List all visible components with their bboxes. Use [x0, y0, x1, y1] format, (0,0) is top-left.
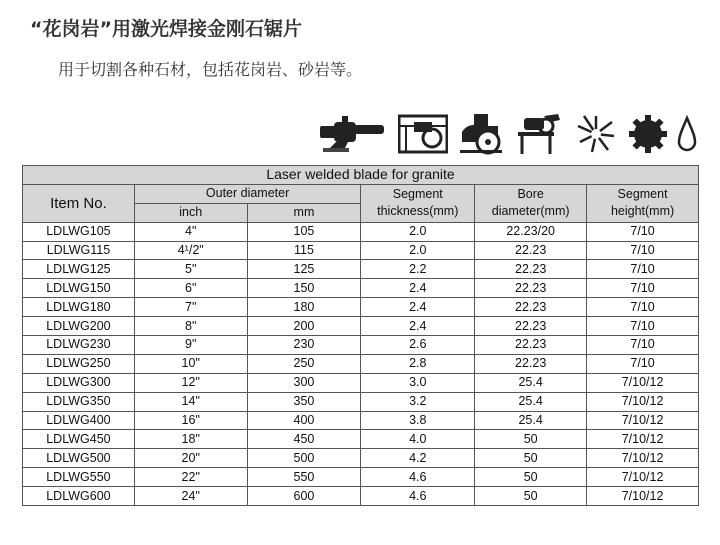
cell-inch: 16" [134, 411, 247, 430]
cell-segment-thickness: 3.8 [361, 411, 475, 430]
cell-mm: 230 [247, 336, 361, 355]
table-caption: Laser welded blade for granite [23, 166, 699, 185]
cell-inch: 12" [134, 373, 247, 392]
water-drop-icon [676, 112, 698, 156]
cell-segment-height: 7/10/12 [587, 392, 699, 411]
cell-inch: 7" [134, 298, 247, 317]
cell-bore-diameter: 22.23/20 [475, 222, 587, 241]
cell-segment-height: 7/10/12 [587, 487, 699, 506]
cell-segment-thickness: 4.6 [361, 468, 475, 487]
cell-segment-height: 7/10/12 [587, 468, 699, 487]
cell-segment-height: 7/10/12 [587, 430, 699, 449]
cell-inch: 6" [134, 279, 247, 298]
header-segment-thickness [361, 184, 475, 222]
table-row [23, 354, 699, 373]
cell-inch: 9" [134, 336, 247, 355]
cell-item-no: LDLWG115 [23, 241, 135, 260]
cell-segment-thickness: 3.0 [361, 373, 475, 392]
cell-segment-thickness: 2.4 [361, 298, 475, 317]
table-row [23, 487, 699, 506]
cell-item-no: LDLWG450 [23, 430, 135, 449]
cell-mm: 150 [247, 279, 361, 298]
cell-mm: 350 [247, 392, 361, 411]
table-row [23, 392, 699, 411]
table-row [23, 468, 699, 487]
cell-segment-height: 7/10 [587, 336, 699, 355]
bench-saw-icon [514, 112, 562, 156]
cell-segment-thickness: 3.2 [361, 392, 475, 411]
cell-bore-diameter: 25.4 [475, 392, 587, 411]
cell-segment-height: 7/10 [587, 260, 699, 279]
cell-segment-thickness: 2.0 [361, 222, 475, 241]
header-outer-diameter: Outer diameter [134, 184, 360, 203]
header-segment-height-line1: Segment [617, 187, 668, 202]
cell-segment-thickness: 4.6 [361, 487, 475, 506]
cell-inch: 20" [134, 449, 247, 468]
spec-table [22, 165, 699, 506]
cell-item-no: LDLWG500 [23, 449, 135, 468]
cell-item-no: LDLWG400 [23, 411, 135, 430]
cell-segment-height: 7/10 [587, 317, 699, 336]
cell-inch: 4" [134, 222, 247, 241]
header-segment-height [587, 184, 699, 222]
cell-segment-height: 7/10 [587, 279, 699, 298]
cell-item-no: LDLWG125 [23, 260, 135, 279]
header-mm: mm [247, 203, 361, 222]
table-row [23, 317, 699, 336]
cell-bore-diameter: 22.23 [475, 241, 587, 260]
table-row [23, 279, 699, 298]
dry-cutting-spark-icon [574, 112, 618, 156]
cell-mm: 115 [247, 241, 361, 260]
header-bore-line2: diameter(mm) [491, 204, 570, 219]
table-row [23, 298, 699, 317]
cell-inch: 18" [134, 430, 247, 449]
cell-segment-thickness: 4.0 [361, 430, 475, 449]
angle-grinder-icon [318, 112, 388, 156]
cell-segment-height: 7/10 [587, 354, 699, 373]
cell-mm: 180 [247, 298, 361, 317]
header-segment-height-line2: height(mm) [610, 204, 675, 219]
cell-item-no: LDLWG600 [23, 487, 135, 506]
header-inch: inch [134, 203, 247, 222]
cell-mm: 200 [247, 317, 361, 336]
header-bore-line1: Bore [517, 187, 544, 202]
cell-bore-diameter: 22.23 [475, 354, 587, 373]
table-row [23, 430, 699, 449]
cell-item-no: LDLWG200 [23, 317, 135, 336]
cell-bore-diameter: 25.4 [475, 373, 587, 392]
cell-item-no: LDLWG180 [23, 298, 135, 317]
cell-segment-thickness: 2.0 [361, 241, 475, 260]
cell-item-no: LDLWG550 [23, 468, 135, 487]
cell-inch: 10" [134, 354, 247, 373]
header-segment-thickness-line1: Segment [392, 187, 443, 202]
cell-segment-thickness: 2.8 [361, 354, 475, 373]
cell-mm: 600 [247, 487, 361, 506]
cell-segment-thickness: 2.6 [361, 336, 475, 355]
cell-mm: 550 [247, 468, 361, 487]
cell-bore-diameter: 22.23 [475, 317, 587, 336]
table-row [23, 411, 699, 430]
table-row [23, 373, 699, 392]
cell-inch: 8" [134, 317, 247, 336]
table-row [23, 336, 699, 355]
cell-inch: 4¹/2" [134, 241, 247, 260]
wall-saw-icon [398, 112, 448, 156]
cell-item-no: LDLWG230 [23, 336, 135, 355]
cell-segment-height: 7/10/12 [587, 411, 699, 430]
table-row [23, 449, 699, 468]
cell-item-no: LDLWG300 [23, 373, 135, 392]
table-row [23, 222, 699, 241]
cell-item-no: LDLWG150 [23, 279, 135, 298]
cell-segment-height: 7/10/12 [587, 373, 699, 392]
cell-bore-diameter: 25.4 [475, 411, 587, 430]
cell-segment-height: 7/10 [587, 241, 699, 260]
header-item-no: Item No. [23, 184, 135, 222]
header-bore-diameter [475, 184, 587, 222]
cell-segment-thickness: 2.4 [361, 317, 475, 336]
page-subtitle: 用于切割各种石材，包括花岗岩、砂岩等。 [58, 60, 363, 79]
cell-inch: 22" [134, 468, 247, 487]
cell-bore-diameter: 50 [475, 468, 587, 487]
floor-saw-icon [458, 112, 504, 156]
cell-inch: 24" [134, 487, 247, 506]
cell-item-no: LDLWG250 [23, 354, 135, 373]
cell-bore-diameter: 22.23 [475, 279, 587, 298]
cell-segment-thickness: 2.2 [361, 260, 475, 279]
cell-bore-diameter: 50 [475, 449, 587, 468]
cell-mm: 500 [247, 449, 361, 468]
cell-inch: 14" [134, 392, 247, 411]
cell-item-no: LDLWG105 [23, 222, 135, 241]
cell-mm: 125 [247, 260, 361, 279]
cell-inch: 5" [134, 260, 247, 279]
cell-bore-diameter: 22.23 [475, 260, 587, 279]
cell-mm: 250 [247, 354, 361, 373]
cell-segment-height: 7/10/12 [587, 449, 699, 468]
cell-bore-diameter: 50 [475, 430, 587, 449]
blade-segment-icon [628, 112, 668, 156]
cell-mm: 105 [247, 222, 361, 241]
header-segment-thickness-line2: thickness(mm) [377, 204, 459, 219]
cell-bore-diameter: 22.23 [475, 298, 587, 317]
cell-segment-height: 7/10 [587, 298, 699, 317]
cell-mm: 450 [247, 430, 361, 449]
cell-segment-thickness: 2.4 [361, 279, 475, 298]
application-icons [318, 112, 698, 156]
cell-segment-height: 7/10 [587, 222, 699, 241]
cell-mm: 300 [247, 373, 361, 392]
cell-bore-diameter: 22.23 [475, 336, 587, 355]
cell-mm: 400 [247, 411, 361, 430]
cell-bore-diameter: 50 [475, 487, 587, 506]
table-row [23, 241, 699, 260]
cell-segment-thickness: 4.2 [361, 449, 475, 468]
page-title: “花岗岩”用激光焊接金刚石锯片 [30, 18, 302, 40]
cell-item-no: LDLWG350 [23, 392, 135, 411]
table-row [23, 260, 699, 279]
